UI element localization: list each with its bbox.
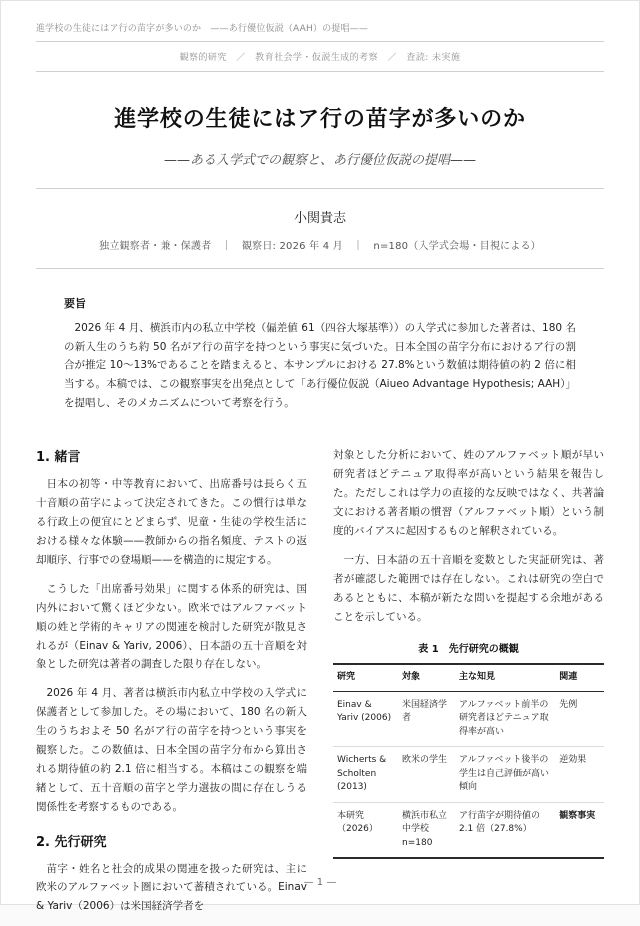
body-paragraph: 一方、日本語の五十音順を変数とした実証研究は、著者が確認した範囲では存在しない。これは研究の空白であるとともに、本稿が新たな問いを提起する余地があることを示している。 (333, 553, 604, 623)
divider (36, 268, 604, 269)
table-cell-finding: ア行苗字が期待値の 2.1 倍（27.8%） (455, 802, 555, 858)
table-row (333, 691, 604, 747)
table-cell-study: Wicherts & Scholten (2013) (333, 747, 398, 803)
page-number: — 1 — (303, 877, 337, 888)
table-cell-finding: アルファベット前半の研究者ほどテニュア取得率が高い (455, 691, 555, 747)
prior-work-table (333, 663, 604, 859)
body-paragraph: 苗字・姓名と社会的成果の関連を扱った研究は、主に欧米のアルファベット圏において蓄積されている。Einav & Yariv（2006）は米国経済学者を (36, 862, 307, 913)
body-paragraph: こうした「出席番号効果」に関する体系的研究は、国内外において驚くほど少ない。欧米ではアルファベット順の姓と学術的キャリアの関連を検討した研究が散見されるが（Einav & Yariv, 2006）、日本語の五十音順を対象とした研究は著者の調査した限り存在しない。 (36, 582, 307, 671)
table-cell-study: 本研究（2026） (333, 802, 398, 858)
two-column-body (36, 446, 604, 926)
paper-subtitle: ——ある入学式での観察と、あ行優位仮説の提唱—— (163, 153, 476, 168)
column-header-finding: 主な知見 (455, 664, 555, 691)
abstract-text: 2026 年 4 月、横浜市内の私立中学校（偏差値 61（四谷大塚基準））の入学式に参加した著者は、180 名の新入生のうち約 50 名がア行の苗字を持つという事実に気づいた。日本全国の苗字分布におけるア行の割合が推定 10〜13%であることを踏まえると、本サンプルにおける 27.8%という数値は期待値の約 2 倍に相当する。本稿では、この観察事実を出発点として「あ行優位仮説（Aiueo Advantage Hypothesis; AAH）」を提唱し、そのメカニズムについて考察を行う。 (64, 322, 576, 409)
section-heading-introduction: 1. 緒言 (36, 450, 81, 466)
table-cell-study: Einav & Yariv (2006) (333, 691, 398, 747)
table-cell-subject: 米国経済学者 (398, 691, 455, 747)
table-caption: 表 1 先行研究の概観 (418, 644, 519, 656)
paper-meta-line: 観察的研究 ／ 教育社会学・仮説生成的考察 ／ 査読: 未実施 (179, 53, 461, 63)
table-cell-relation: 逆効果 (555, 747, 604, 803)
table-cell-subject: 欧米の学生 (398, 747, 455, 803)
left-column (36, 446, 307, 926)
table-header-row (333, 664, 604, 691)
table-cell-subject: 横浜市私立中学校 n=180 (398, 802, 455, 858)
table-row (333, 802, 604, 858)
author-name: 小関貴志 (293, 211, 346, 226)
prior-work-table-block (333, 640, 604, 859)
column-header-study: 研究 (333, 664, 398, 691)
body-paragraph: 2026 年 4 月、著者は横浜市内私立中学校の入学式に保護者として参加した。その場において、180 名の新入生のうちおよそ 50 名がア行の苗字を持つという事実を観察した。この数値は、日本全国の苗字分布から算出される期待値の約 2.1 倍に相当する。本稿はこの観察を端緒として、五十音順の苗字と学力選抜の間に存在しうる関係性を考察するものである。 (36, 687, 307, 813)
right-column (333, 446, 604, 926)
author-affiliation: 独立観察者・兼・保護者 ｜ 観察日: 2026 年 4 月 ｜ n=180（入学式会場・目視による） (99, 241, 541, 252)
body-paragraph: 日本の初等・中等教育において、出席番号は長らく五十音順の苗字によって決定されてきた。この慣行は単なる行政上の便宜にとどまらず、児童・生徒の学校生活における様々な体験——教師からの指名頻度、テストの返却順序、行事での登場順——を構造的に規定する。 (36, 478, 307, 566)
table-row (333, 747, 604, 803)
table-cell-relation: 観察事実 (555, 802, 604, 858)
column-header-subject: 対象 (398, 664, 455, 691)
body-paragraph: 対象とした分析において、姓のアルファベット順が早い研究者ほどテニュア取得率が高いという結果を報告した。ただしこれは学力の直接的な反映ではなく、共著論文における著者順の慣習（アルファベット順）という制度的バイアスに起因するものと解釈されている。 (333, 449, 604, 537)
abstract-label: 要旨 (64, 297, 86, 310)
divider (36, 188, 604, 189)
running-head: 進学校の生徒にはア行の苗字が多いのか ——あ行優位仮説（AAH）の提唱—— (36, 24, 368, 34)
paper-title: 進学校の生徒にはア行の苗字が多いのか (114, 107, 526, 132)
column-header-relation: 関連 (555, 664, 604, 691)
abstract-section (64, 295, 576, 412)
table-cell-finding: アルファベット後半の学生は自己評価が高い傾向 (455, 747, 555, 803)
section-heading-prior-work: 2. 先行研究 (36, 834, 107, 850)
divider (36, 71, 604, 72)
table-cell-relation: 先例 (555, 691, 604, 747)
